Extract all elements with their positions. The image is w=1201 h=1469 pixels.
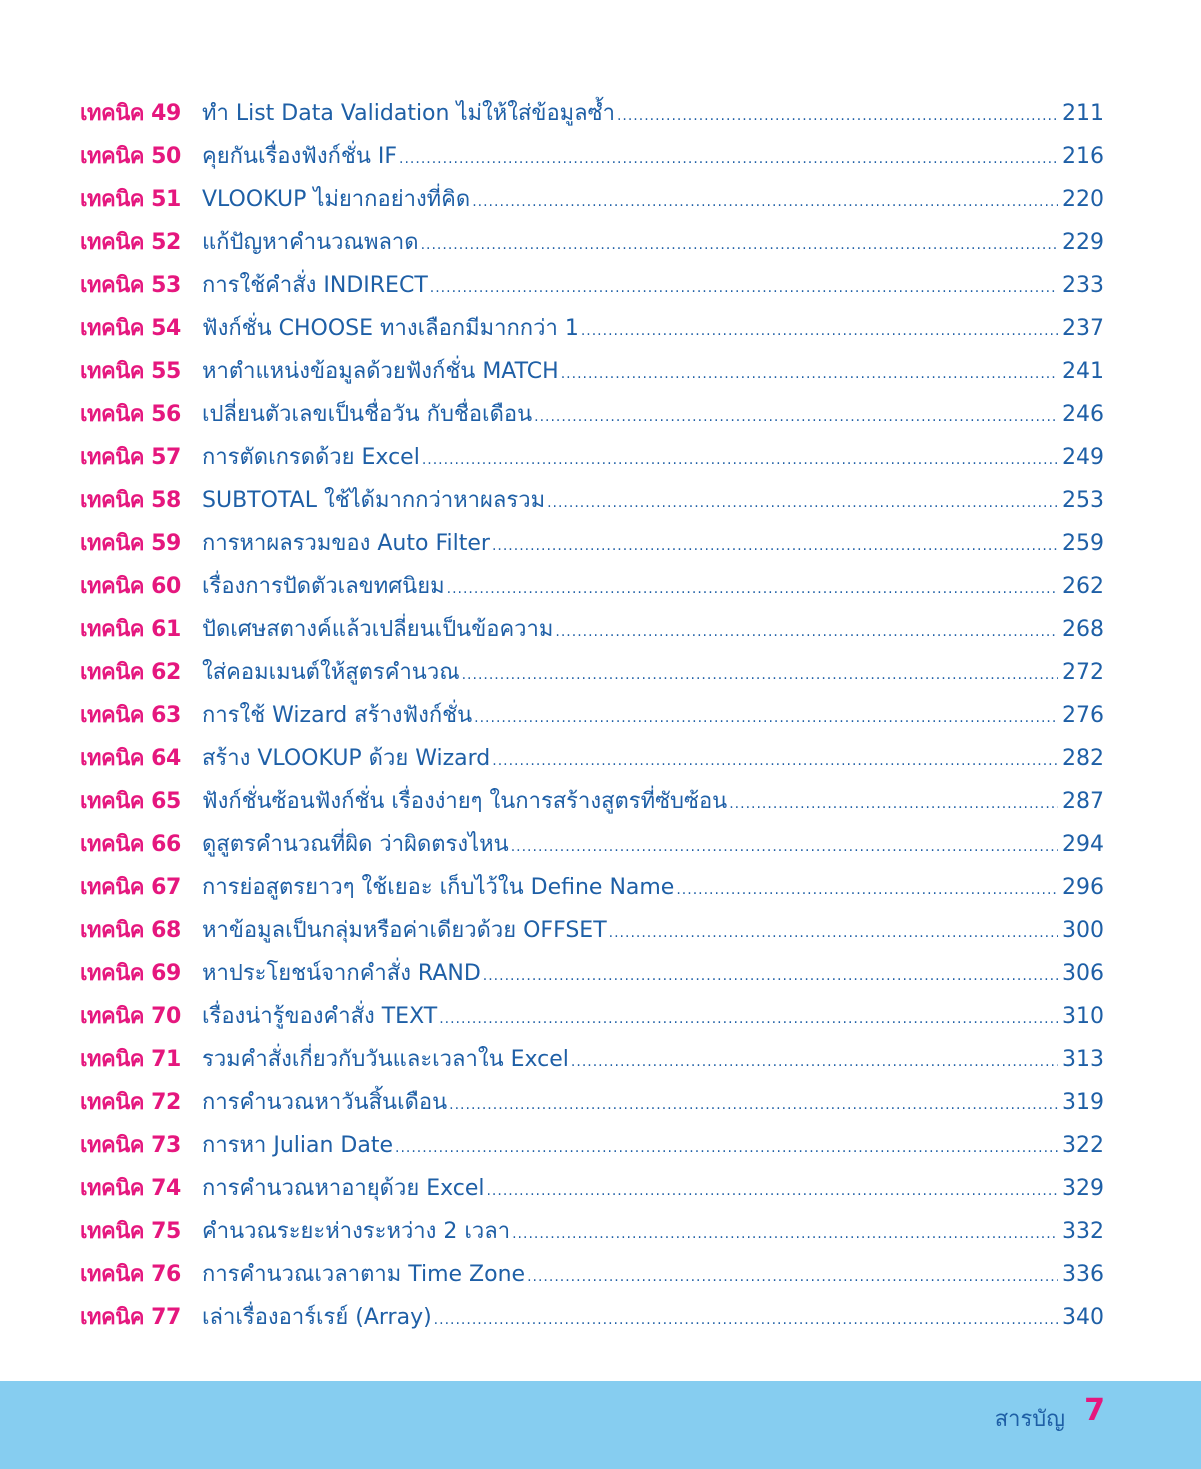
toc-entry-title: สร้าง VLOOKUP ด้วย Wizard: [202, 746, 491, 771]
toc-entry-label: เทคนิค 51: [80, 187, 181, 212]
footer-section-title: สารบัญ: [994, 1407, 1065, 1432]
dot-leader: [581, 310, 1058, 353]
toc-entry-label: เทคนิค 76: [80, 1262, 181, 1287]
toc-entry-label: เทคนิค 70: [80, 1004, 181, 1029]
dot-leader: [395, 1127, 1058, 1170]
toc-entry: [80, 393, 1104, 436]
table-of-contents: [80, 92, 1104, 1339]
toc-entry: [80, 995, 1104, 1038]
toc-entry: [80, 1167, 1104, 1210]
toc-entry: [80, 1038, 1104, 1081]
toc-entry-page: 220: [1062, 187, 1104, 212]
toc-entry-page: 229: [1062, 230, 1104, 255]
toc-entry-title: ฟังก์ชั่น CHOOSE ทางเลือกมีมากกว่า 1: [202, 316, 579, 341]
toc-entry-page: 241: [1062, 359, 1104, 384]
toc-entry-title: SUBTOTAL ใช้ได้มากกว่าหาผลรวม: [202, 488, 546, 513]
dot-leader: [472, 181, 1058, 224]
toc-entry-page: 332: [1062, 1219, 1104, 1244]
toc-entry-label: เทคนิค 50: [80, 144, 181, 169]
toc-entry-title: เรื่องน่ารู้ของคำสั่ง TEXT: [202, 1004, 438, 1029]
toc-entry-title: การใช้คำสั่ง INDIRECT: [202, 273, 428, 298]
dot-leader: [617, 95, 1058, 138]
dot-leader: [422, 439, 1058, 482]
toc-entry: [80, 1210, 1104, 1253]
toc-entry-label: เทคนิค 72: [80, 1090, 181, 1115]
toc-entry: [80, 178, 1104, 221]
toc-entry-label: เทคนิค 74: [80, 1176, 181, 1201]
toc-entry-page: 211: [1062, 101, 1104, 126]
toc-entry-page: 262: [1062, 574, 1104, 599]
toc-entry-page: 216: [1062, 144, 1104, 169]
footer-band: [0, 1381, 1201, 1469]
dot-leader: [474, 697, 1058, 740]
toc-entry-page: 237: [1062, 316, 1104, 341]
toc-entry-title: การหาผลรวมของ Auto Filter: [202, 531, 490, 556]
toc-entry-title: การคำนวณหาวันสิ้นเดือน: [202, 1090, 448, 1115]
toc-entry: [80, 92, 1104, 135]
toc-entry: [80, 1081, 1104, 1124]
toc-entry: [80, 479, 1104, 522]
toc-entry: [80, 436, 1104, 479]
dot-leader: [447, 568, 1058, 611]
toc-entry-title: คุยกันเรื่องฟังก์ชั่น IF: [202, 144, 398, 169]
toc-entry-label: เทคนิค 59: [80, 531, 181, 556]
toc-entry-page: 319: [1062, 1090, 1104, 1115]
toc-entry-label: เทคนิค 63: [80, 703, 181, 728]
toc-entry-label: เทคนิค 68: [80, 918, 181, 943]
dot-leader: [527, 1256, 1058, 1299]
dot-leader: [462, 654, 1058, 697]
toc-entry-label: เทคนิค 69: [80, 961, 181, 986]
toc-entry-page: 268: [1062, 617, 1104, 642]
toc-entry: [80, 350, 1104, 393]
toc-entry-title: ใส่คอมเมนต์ให้สูตรคำนวณ: [202, 660, 460, 685]
toc-entry-page: 310: [1062, 1004, 1104, 1029]
dot-leader: [492, 525, 1058, 568]
dot-leader: [486, 1170, 1058, 1213]
toc-entry-page: 249: [1062, 445, 1104, 470]
dot-leader: [399, 138, 1058, 181]
toc-entry-title: การหา Julian Date: [202, 1133, 393, 1158]
toc-entry-label: เทคนิค 71: [80, 1047, 181, 1072]
toc-entry: [80, 1296, 1104, 1339]
toc-entry-title: คำนวณระยะห่างระหว่าง 2 เวลา: [202, 1219, 511, 1244]
toc-entry-title: การคำนวณหาอายุด้วย Excel: [202, 1176, 485, 1201]
toc-entry-title: หาตำแหน่งข้อมูลด้วยฟังก์ชั่น MATCH: [202, 359, 559, 384]
dot-leader: [561, 353, 1058, 396]
toc-entry-title: ฟังก์ชั่นซ้อนฟังก์ชั่น เรื่องง่ายๆ ในการสร้างสูตรที่ซับซ้อน: [202, 789, 728, 814]
toc-entry-title: ดูสูตรคำนวณที่ผิด ว่าผิดตรงไหน: [202, 832, 509, 857]
toc-entry-page: 272: [1062, 660, 1104, 685]
toc-entry-label: เทคนิค 62: [80, 660, 181, 685]
toc-entry-page: 306: [1062, 961, 1104, 986]
toc-entry: [80, 307, 1104, 350]
toc-entry: [80, 565, 1104, 608]
toc-entry-title: แก้ปัญหาคำนวณพลาด: [202, 230, 419, 255]
toc-entry-label: เทคนิค 54: [80, 316, 181, 341]
toc-entry-title: ทำ List Data Validation ไม่ให้ใส่ข้อมูลซ้ำ: [202, 101, 615, 126]
toc-entry-title: ปัดเศษสตางค์แล้วเปลี่ยนเป็นข้อความ: [202, 617, 554, 642]
toc-entry-label: เทคนิค 56: [80, 402, 181, 427]
toc-entry-page: 296: [1062, 875, 1104, 900]
toc-entry-title: เปลี่ยนตัวเลขเป็นชื่อวัน กับชื่อเดือน: [202, 402, 533, 427]
dot-leader: [439, 998, 1058, 1041]
toc-entry-label: เทคนิค 52: [80, 230, 181, 255]
toc-entry-label: เทคนิค 55: [80, 359, 181, 384]
dot-leader: [609, 912, 1058, 955]
dot-leader: [676, 869, 1058, 912]
toc-entry: [80, 1253, 1104, 1296]
toc-entry-label: เทคนิค 73: [80, 1133, 181, 1158]
toc-entry-label: เทคนิค 57: [80, 445, 181, 470]
dot-leader: [434, 1299, 1058, 1342]
toc-entry-title: VLOOKUP ไม่ยากอย่างที่คิด: [202, 187, 471, 212]
toc-entry-title: การตัดเกรดด้วย Excel: [202, 445, 420, 470]
toc-entry-page: 322: [1062, 1133, 1104, 1158]
toc-entry: [80, 866, 1104, 909]
dot-leader: [511, 826, 1058, 869]
toc-entry-label: เทคนิค 61: [80, 617, 181, 642]
dot-leader: [555, 611, 1058, 654]
toc-entry: [80, 135, 1104, 178]
toc-entry-label: เทคนิค 58: [80, 488, 181, 513]
dot-leader: [729, 783, 1058, 826]
dot-leader: [430, 267, 1058, 310]
toc-entry: [80, 823, 1104, 866]
toc-entry-label: เทคนิค 53: [80, 273, 181, 298]
dot-leader: [512, 1213, 1058, 1256]
toc-entry-page: 282: [1062, 746, 1104, 771]
toc-entry-label: เทคนิค 77: [80, 1305, 181, 1330]
toc-entry-label: เทคนิค 75: [80, 1219, 181, 1244]
toc-entry-page: 287: [1062, 789, 1104, 814]
toc-entry-label: เทคนิค 60: [80, 574, 181, 599]
dot-leader: [534, 396, 1058, 439]
toc-entry-title: การย่อสูตรยาวๆ ใช้เยอะ เก็บไว้ใน Define Name: [202, 875, 675, 900]
toc-entry-page: 294: [1062, 832, 1104, 857]
toc-entry: [80, 608, 1104, 651]
dot-leader: [571, 1041, 1058, 1084]
dot-leader: [449, 1084, 1058, 1127]
toc-entry-title: การใช้ Wizard สร้างฟังก์ชั่น: [202, 703, 473, 728]
toc-entry-title: เล่าเรื่องอาร์เรย์ (Array): [202, 1305, 432, 1330]
toc-entry-page: 329: [1062, 1176, 1104, 1201]
toc-entry-page: 336: [1062, 1262, 1104, 1287]
toc-entry-label: เทคนิค 49: [80, 101, 181, 126]
toc-entry-title: รวมคำสั่งเกี่ยวกับวันและเวลาใน Excel: [202, 1047, 569, 1072]
toc-entry-page: 340: [1062, 1305, 1104, 1330]
toc-entry-page: 253: [1062, 488, 1104, 513]
dot-leader: [421, 224, 1058, 267]
toc-entry-label: เทคนิค 66: [80, 832, 181, 857]
toc-entry: [80, 651, 1104, 694]
toc-entry: [80, 1124, 1104, 1167]
toc-entry: [80, 522, 1104, 565]
toc-entry: [80, 909, 1104, 952]
toc-entry: [80, 737, 1104, 780]
toc-entry-page: 313: [1062, 1047, 1104, 1072]
toc-entry-page: 246: [1062, 402, 1104, 427]
toc-entry: [80, 952, 1104, 995]
toc-entry-title: หาประโยชน์จากคำสั่ง RAND: [202, 961, 481, 986]
toc-entry: [80, 780, 1104, 823]
footer-page-number: 7: [1084, 1393, 1105, 1428]
dot-leader: [483, 955, 1058, 998]
toc-entry: [80, 264, 1104, 307]
dot-leader: [547, 482, 1058, 525]
toc-entry-page: 300: [1062, 918, 1104, 943]
toc-entry-title: การคำนวณเวลาตาม Time Zone: [202, 1262, 526, 1287]
toc-entry-page: 233: [1062, 273, 1104, 298]
toc-entry-label: เทคนิค 64: [80, 746, 181, 771]
toc-entry-title: เรื่องการปัดตัวเลขทศนิยม: [202, 574, 445, 599]
dot-leader: [492, 740, 1058, 783]
toc-entry-label: เทคนิค 67: [80, 875, 181, 900]
toc-entry-page: 276: [1062, 703, 1104, 728]
toc-entry-label: เทคนิค 65: [80, 789, 181, 814]
toc-entry: [80, 694, 1104, 737]
toc-entry-title: หาข้อมูลเป็นกลุ่มหรือค่าเดียวด้วย OFFSET: [202, 918, 607, 943]
toc-entry-page: 259: [1062, 531, 1104, 556]
toc-entry: [80, 221, 1104, 264]
